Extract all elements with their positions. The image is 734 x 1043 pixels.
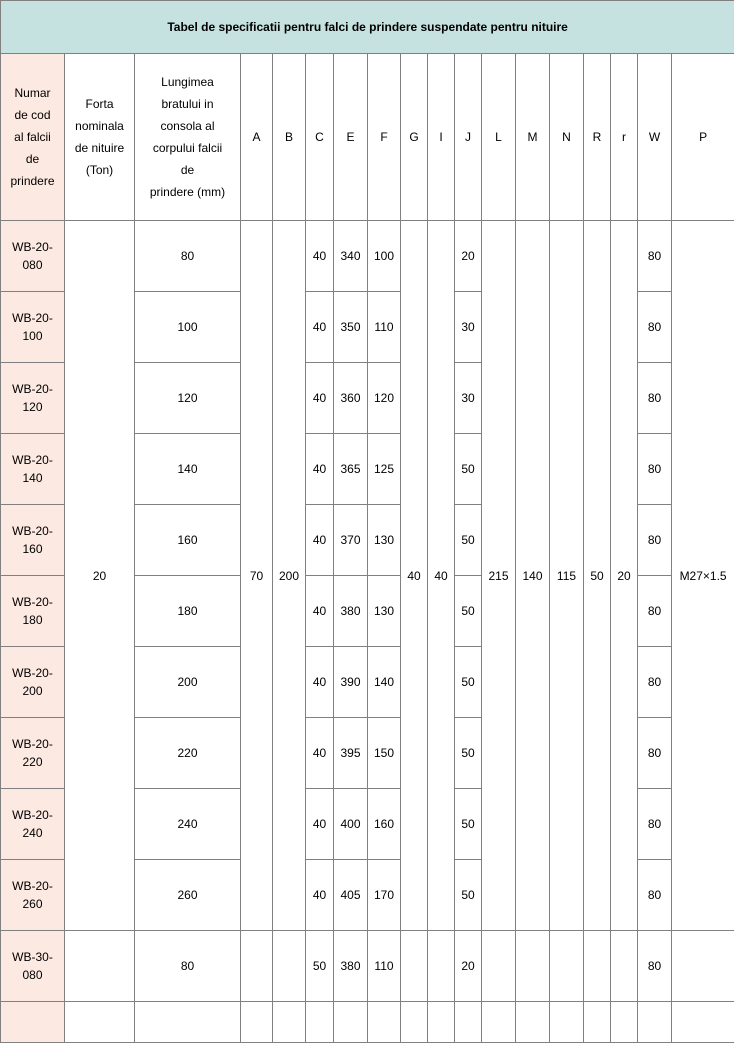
col-J-cell: 50 (455, 576, 482, 647)
code-cell: WB-20- 180 (1, 576, 65, 647)
col-W-cell: 80 (638, 647, 672, 718)
arm-length-cell: 80 (135, 221, 241, 292)
col-E-cell: 395 (334, 718, 368, 789)
arm-length-cell: 220 (135, 718, 241, 789)
code-cell: WB-20- 200 (1, 647, 65, 718)
col-C-cell: 40 (306, 434, 334, 505)
col-E-cell: 360 (334, 363, 368, 434)
col-A-cell: 70 (241, 221, 273, 931)
empty-cell (611, 1002, 638, 1043)
code-cell: WB-20- 140 (1, 434, 65, 505)
empty-cell (584, 1002, 611, 1043)
code-cell: WB-20- 220 (1, 718, 65, 789)
header-J: J (455, 54, 482, 221)
force-cell (65, 931, 135, 1002)
col-E-cell: 380 (334, 576, 368, 647)
col-F-cell: 100 (368, 221, 401, 292)
col-E-cell: 400 (334, 789, 368, 860)
header-r: r (611, 54, 638, 221)
col-F-cell: 130 (368, 576, 401, 647)
col-A-cell (241, 931, 273, 1002)
code-cell: WB-20- 240 (1, 789, 65, 860)
col-C-cell: 40 (306, 576, 334, 647)
col-W-cell: 80 (638, 576, 672, 647)
empty-cell (368, 1002, 401, 1043)
col-W-cell: 80 (638, 931, 672, 1002)
col-W-cell: 80 (638, 505, 672, 576)
header-F: F (368, 54, 401, 221)
header-P: P (672, 54, 734, 221)
code-cell: WB-30- 080 (1, 931, 65, 1002)
arm-length-cell: 80 (135, 931, 241, 1002)
col-J-cell: 50 (455, 647, 482, 718)
col-J-cell: 30 (455, 363, 482, 434)
col-W-cell: 80 (638, 434, 672, 505)
code-cell: WB-20- 120 (1, 363, 65, 434)
col-N-cell (550, 931, 584, 1002)
col-R-cell (584, 931, 611, 1002)
col-P-cell (672, 931, 734, 1002)
header-R: R (584, 54, 611, 221)
col-C-cell: 40 (306, 718, 334, 789)
col-J-cell: 50 (455, 718, 482, 789)
empty-cell (550, 1002, 584, 1043)
code-cell: WB-20- 100 (1, 292, 65, 363)
col-F-cell: 110 (368, 292, 401, 363)
code-cell: WB-20- 080 (1, 221, 65, 292)
col-F-cell: 120 (368, 363, 401, 434)
col-M-cell (516, 931, 550, 1002)
col-N-cell: 115 (550, 221, 584, 931)
col-E-cell: 365 (334, 434, 368, 505)
empty-cell (516, 1002, 550, 1043)
col-G-cell (401, 931, 428, 1002)
empty-cell (135, 1002, 241, 1043)
arm-length-cell: 180 (135, 576, 241, 647)
table-row (1, 931, 734, 1002)
col-L-cell: 215 (482, 221, 516, 931)
empty-cell (65, 1002, 135, 1043)
empty-cell (428, 1002, 455, 1043)
col-B-cell (273, 931, 306, 1002)
arm-length-cell: 260 (135, 860, 241, 931)
col-L-cell (482, 931, 516, 1002)
col-W-cell: 80 (638, 221, 672, 292)
col-E-cell: 370 (334, 505, 368, 576)
col-E-cell: 405 (334, 860, 368, 931)
arm-length-cell: 240 (135, 789, 241, 860)
col-r-cell: 20 (611, 221, 638, 931)
col-J-cell: 50 (455, 434, 482, 505)
arm-length-cell: 100 (135, 292, 241, 363)
col-W-cell: 80 (638, 292, 672, 363)
col-J-cell: 50 (455, 505, 482, 576)
col-F-cell: 150 (368, 718, 401, 789)
header-M: M (516, 54, 550, 221)
col-C-cell: 50 (306, 931, 334, 1002)
col-F-cell: 110 (368, 931, 401, 1002)
col-r-cell (611, 931, 638, 1002)
header-N: N (550, 54, 584, 221)
col-J-cell: 20 (455, 931, 482, 1002)
col-F-cell: 170 (368, 860, 401, 931)
header-row (1, 54, 734, 221)
col-P-cell: M27×1.5 (672, 221, 734, 931)
header-I: I (428, 54, 455, 221)
col-B-cell: 200 (273, 221, 306, 931)
header-code: Numar de cod al falcii de prindere (1, 54, 65, 221)
col-C-cell: 40 (306, 789, 334, 860)
header-C: C (306, 54, 334, 221)
arm-length-cell: 120 (135, 363, 241, 434)
force-cell: 20 (65, 221, 135, 931)
col-E-cell: 390 (334, 647, 368, 718)
empty-cell (306, 1002, 334, 1043)
col-M-cell: 140 (516, 221, 550, 931)
col-C-cell: 40 (306, 221, 334, 292)
code-cell: WB-20- 260 (1, 860, 65, 931)
col-F-cell: 140 (368, 647, 401, 718)
header-W: W (638, 54, 672, 221)
arm-length-cell: 200 (135, 647, 241, 718)
table-title: Tabel de specificatii pentru falci de prindere suspendate pentru nituire (1, 1, 734, 54)
col-G-cell: 40 (401, 221, 428, 931)
col-W-cell: 80 (638, 789, 672, 860)
col-F-cell: 130 (368, 505, 401, 576)
col-J-cell: 20 (455, 221, 482, 292)
code-cell: WB-20- 160 (1, 505, 65, 576)
col-I-cell (428, 931, 455, 1002)
col-I-cell: 40 (428, 221, 455, 931)
arm-length-cell: 140 (135, 434, 241, 505)
col-J-cell: 50 (455, 789, 482, 860)
col-C-cell: 40 (306, 292, 334, 363)
header-arm-length: Lungimea bratului in consola al corpului falcii de prindere (mm) (135, 54, 241, 221)
empty-cell (672, 1002, 734, 1043)
table-row (1, 1002, 734, 1043)
empty-cell (401, 1002, 428, 1043)
col-J-cell: 30 (455, 292, 482, 363)
header-A: A (241, 54, 273, 221)
col-F-cell: 125 (368, 434, 401, 505)
header-L: L (482, 54, 516, 221)
col-C-cell: 40 (306, 363, 334, 434)
table-row (1, 221, 734, 292)
col-E-cell: 380 (334, 931, 368, 1002)
arm-length-cell: 160 (135, 505, 241, 576)
header-E: E (334, 54, 368, 221)
header-G: G (401, 54, 428, 221)
col-R-cell: 50 (584, 221, 611, 931)
empty-cell (241, 1002, 273, 1043)
col-J-cell: 50 (455, 860, 482, 931)
col-E-cell: 350 (334, 292, 368, 363)
empty-cell (455, 1002, 482, 1043)
col-W-cell: 80 (638, 860, 672, 931)
col-C-cell: 40 (306, 505, 334, 576)
col-W-cell: 80 (638, 363, 672, 434)
col-E-cell: 340 (334, 221, 368, 292)
header-B: B (273, 54, 306, 221)
col-C-cell: 40 (306, 860, 334, 931)
col-W-cell: 80 (638, 718, 672, 789)
col-C-cell: 40 (306, 647, 334, 718)
header-force: Forta nominala de nituire (Ton) (65, 54, 135, 221)
empty-cell (482, 1002, 516, 1043)
empty-cell (273, 1002, 306, 1043)
empty-cell (638, 1002, 672, 1043)
col-F-cell: 160 (368, 789, 401, 860)
empty-cell (1, 1002, 65, 1043)
empty-cell (334, 1002, 368, 1043)
